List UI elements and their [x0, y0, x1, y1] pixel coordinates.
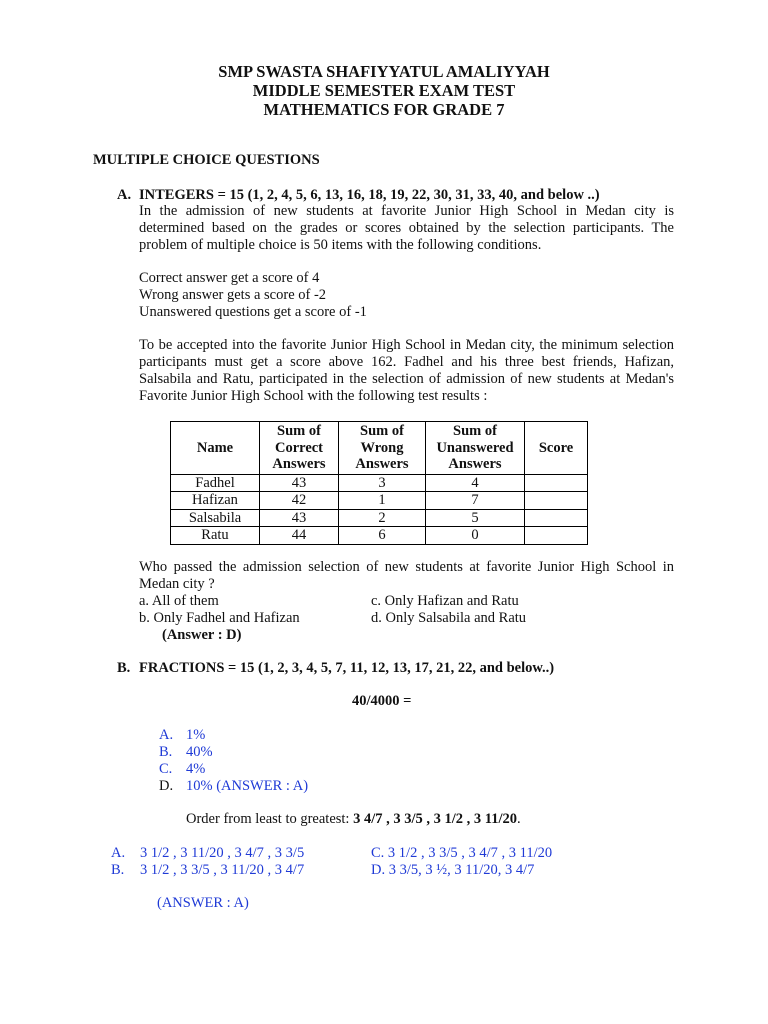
q2-option-b-letter: B.: [111, 862, 125, 878]
cell-name: Ratu: [171, 527, 260, 545]
cell-wrong: 6: [339, 527, 426, 545]
q1-option-text: 40%: [186, 744, 213, 760]
q2-option-d: D. 3 3/5, 3 ½, 3 11/20, 3 4/7: [371, 862, 535, 878]
cell-unanswered: 4: [426, 474, 525, 492]
cell-score: [525, 492, 588, 510]
cell-unanswered: 7: [426, 492, 525, 510]
q1-option-letter: C.: [159, 761, 173, 777]
order-question-suffix: .: [517, 811, 521, 827]
q2-option-a-letter: A.: [111, 845, 126, 861]
rule-correct: Correct answer get a score of 4: [139, 270, 320, 286]
q1-option-text: 10% (ANSWER : A): [186, 778, 309, 794]
q1-option-text: 4%: [186, 761, 206, 777]
cell-score: [525, 509, 588, 527]
cell-wrong: 2: [339, 509, 426, 527]
cell-correct: 42: [260, 492, 339, 510]
subject-title: MATHEMATICS FOR GRADE 7: [263, 100, 505, 119]
part-a-intro: In the admission of new students at favorite Junior High School in Medan city is determined based on the grades or scores obtained by the selection participants. The problem of multiple choice is 50 items with the following conditions.: [139, 203, 674, 253]
cell-correct: 44: [260, 527, 339, 545]
part-a-question: Who passed the admission selection of new students at favorite Junior High School in Medan city ?: [139, 559, 674, 592]
header-correct: Sum of Correct Answers: [260, 422, 339, 475]
cell-name: Salsabila: [171, 509, 260, 527]
cell-score: [525, 527, 588, 545]
q2-option-a: 3 1/2 , 3 11/20 , 3 4/7 , 3 3/5: [140, 845, 305, 861]
rule-wrong: Wrong answer gets a score of -2: [139, 287, 327, 303]
part-b-marker: B.: [117, 660, 131, 676]
order-question: [186, 811, 521, 828]
cell-name: Hafizan: [171, 492, 260, 510]
cell-name: Fadhel: [171, 474, 260, 492]
cell-correct: 43: [260, 509, 339, 527]
fraction-question: 40/4000 =: [352, 693, 412, 709]
exam-title: MIDDLE SEMESTER EXAM TEST: [252, 81, 516, 100]
part-a-title: INTEGERS = 15 (1, 2, 4, 5, 6, 13, 16, 18, 19, 22, 30, 31, 33, 40, and below ..): [139, 187, 600, 203]
table-row: [171, 527, 588, 545]
part-b-title: FRACTIONS = 15 (1, 2, 3, 4, 5, 7, 11, 12, 13, 17, 21, 22, and below..): [139, 660, 555, 676]
results-table: [170, 421, 588, 545]
table-header-row: [171, 422, 588, 475]
order-question-values: 3 4/7 , 3 3/5 , 3 1/2 , 3 11/20: [353, 811, 518, 827]
school-name: SMP SWASTA SHAFIYYATUL AMALIYYAH: [218, 62, 550, 81]
header-unanswered: Sum of Unanswered Answers: [426, 422, 525, 475]
option-d: d. Only Salsabila and Ratu: [371, 610, 527, 626]
table-row: [171, 509, 588, 527]
header-name: Name: [171, 422, 260, 475]
option-a: a. All of them: [139, 593, 219, 609]
cell-unanswered: 5: [426, 509, 525, 527]
part-a-marker: A.: [117, 187, 132, 203]
q2-answer: (ANSWER : A): [157, 895, 249, 911]
option-c: c. Only Hafizan and Ratu: [371, 593, 519, 609]
cell-wrong: 1: [339, 492, 426, 510]
q1-option-letter: D.: [159, 778, 174, 794]
table-row: [171, 492, 588, 510]
q1-option-letter: A.: [159, 727, 174, 743]
cell-wrong: 3: [339, 474, 426, 492]
part-a-paragraph: To be accepted into the favorite Junior High School in Medan city, the minimum selection participants must get a score above 162. Fadhel and his three best friends, Hafizan, Salsabila and Ratu, participated in the selection of admission of new students at Medan's Favorite Junior High School with the following test results :: [139, 337, 674, 404]
order-question-prefix: Order from least to greatest:: [186, 811, 354, 827]
option-b: b. Only Fadhel and Hafizan: [139, 610, 300, 626]
q1-option-letter: B.: [159, 744, 173, 760]
cell-correct: 43: [260, 474, 339, 492]
q2-option-b: 3 1/2 , 3 3/5 , 3 11/20 , 3 4/7: [140, 862, 305, 878]
header-score: Score: [525, 422, 588, 475]
cell-score: [525, 474, 588, 492]
part-a-answer: (Answer : D): [162, 627, 242, 643]
cell-unanswered: 0: [426, 527, 525, 545]
table-row: [171, 474, 588, 492]
q2-option-c: C. 3 1/2 , 3 3/5 , 3 4/7 , 3 11/20: [371, 845, 553, 861]
header-wrong: Sum of Wrong Answers: [339, 422, 426, 475]
section-title: MULTIPLE CHOICE QUESTIONS: [93, 152, 320, 168]
rule-unanswered: Unanswered questions get a score of -1: [139, 304, 367, 320]
q1-option-text: 1%: [186, 727, 206, 743]
